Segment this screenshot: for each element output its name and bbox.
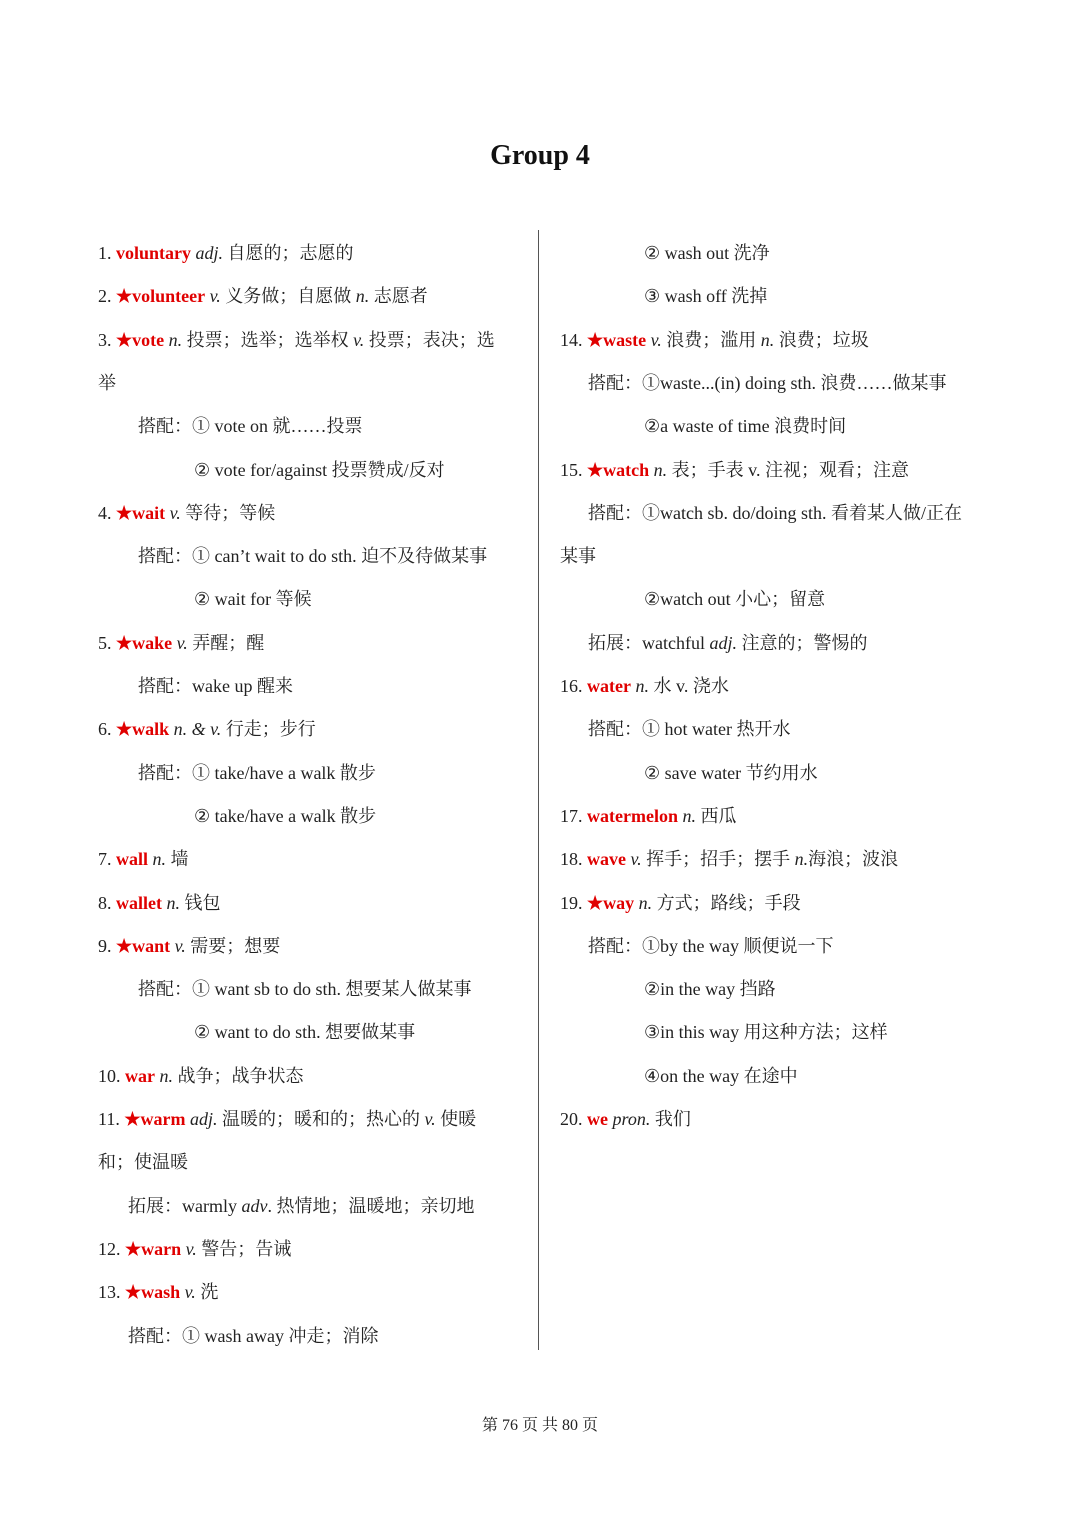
definition-text: 温暖的；暖和的；热心的 bbox=[217, 1109, 425, 1129]
definition-text: ② wash out 洗净 bbox=[644, 243, 770, 263]
definition-text: 15. bbox=[560, 459, 587, 480]
headword: ★waste bbox=[587, 329, 647, 350]
vocab-line bbox=[560, 319, 869, 362]
vocab-line bbox=[128, 1315, 378, 1358]
vocab-line bbox=[98, 232, 354, 275]
vocab-line bbox=[560, 665, 729, 708]
vocab-line bbox=[138, 665, 293, 708]
vocab-line bbox=[194, 449, 445, 492]
definition-text: 7. bbox=[98, 849, 116, 870]
vocab-line bbox=[588, 492, 962, 535]
part-of-speech: n. bbox=[148, 849, 167, 870]
headword: ★warn bbox=[125, 1238, 182, 1259]
vocab-line bbox=[194, 795, 376, 838]
part-of-speech: v. bbox=[646, 329, 662, 350]
part-of-speech: n. bbox=[677, 805, 696, 826]
definition-text: 搭配：① wash away 冲走；消除 bbox=[128, 1325, 379, 1346]
vocab-line bbox=[560, 795, 736, 838]
headword: wallet bbox=[116, 892, 162, 913]
part-of-speech: n. bbox=[630, 676, 649, 696]
headword: ★vote bbox=[116, 329, 165, 350]
definition-text: 搭配：① take/have a walk 散步 bbox=[138, 762, 376, 783]
vocab-line bbox=[588, 622, 868, 665]
part-of-speech: n. bbox=[155, 1065, 173, 1086]
definition-text: 拓展：warmly bbox=[128, 1195, 242, 1216]
vocab-line bbox=[644, 752, 818, 795]
headword: ★wait bbox=[116, 502, 166, 523]
definition-text: 警告；告诫 bbox=[196, 1238, 292, 1259]
part-of-speech: v. bbox=[172, 632, 188, 653]
vocab-line bbox=[98, 1055, 304, 1098]
definition-text: 投票；选举；选举权 bbox=[182, 329, 354, 350]
vocab-line bbox=[98, 708, 316, 751]
part-of-speech: adj. bbox=[709, 632, 737, 653]
definition-text: 17. bbox=[560, 805, 587, 826]
definition-text: 使暖 bbox=[435, 1109, 477, 1129]
vocab-line bbox=[560, 882, 801, 925]
vocab-line bbox=[98, 275, 428, 318]
definition-text: 5. bbox=[98, 632, 116, 653]
definition-text: 4. bbox=[98, 502, 116, 523]
definition-text: 浪费；滥用 bbox=[661, 329, 761, 350]
definition-text: 16. bbox=[560, 676, 587, 696]
vocab-line bbox=[98, 492, 275, 535]
definition-text: 自愿的；志愿的 bbox=[223, 243, 354, 263]
definition-text: 19. bbox=[560, 892, 587, 913]
vocab-line bbox=[98, 362, 116, 405]
part-of-speech: pron. bbox=[608, 1109, 651, 1129]
definition-text: ② vote for/against 投票赞成/反对 bbox=[194, 459, 445, 480]
vocab-line bbox=[98, 1271, 218, 1314]
part-of-speech: n. bbox=[649, 459, 668, 480]
definition-text: 方式；路线；手段 bbox=[652, 892, 801, 913]
vocab-line bbox=[98, 882, 220, 925]
vocab-line bbox=[138, 405, 363, 448]
definition-text: ② wait for 等候 bbox=[194, 589, 312, 610]
part-of-speech: v. bbox=[353, 329, 365, 350]
headword: ★wake bbox=[116, 632, 173, 653]
vocab-line bbox=[98, 319, 495, 362]
part-of-speech: v. bbox=[424, 1109, 436, 1129]
definition-text: 战争；战争状态 bbox=[173, 1065, 304, 1086]
definition-text: 搭配：①waste...(in) doing sth. 浪费……做某事 bbox=[588, 372, 947, 393]
vocab-line bbox=[194, 578, 312, 621]
definition-text: 搭配：①by the way 顺便说一下 bbox=[588, 935, 834, 956]
definition-text: 墙 bbox=[166, 849, 189, 870]
definition-text: 投票；表决；选 bbox=[364, 329, 495, 350]
headword: ★warm bbox=[124, 1109, 186, 1129]
vocab-line bbox=[98, 1098, 476, 1141]
vocab-line bbox=[98, 1228, 291, 1271]
definition-text: ②a waste of time 浪费时间 bbox=[644, 416, 847, 437]
definition-text: 西瓜 bbox=[695, 805, 737, 826]
part-of-speech: n. bbox=[161, 892, 180, 913]
vocab-line bbox=[138, 752, 376, 795]
vocab-line bbox=[98, 622, 264, 665]
headword: we bbox=[587, 1109, 608, 1129]
definition-text: 10. bbox=[98, 1065, 125, 1086]
definition-text: 搭配：① can’t wait to do sth. 迫不及待做某事 bbox=[138, 546, 488, 567]
headword: ★want bbox=[116, 935, 171, 956]
vocab-line bbox=[98, 838, 189, 881]
vocab-line bbox=[194, 1011, 415, 1054]
definition-text: 11. bbox=[98, 1109, 125, 1129]
vocab-line bbox=[128, 1185, 474, 1228]
definition-text: 行走；步行 bbox=[221, 719, 316, 740]
vocab-line bbox=[644, 232, 770, 275]
vocab-line bbox=[644, 275, 767, 318]
part-of-speech: v. bbox=[626, 849, 642, 870]
vocab-line bbox=[138, 968, 472, 1011]
headword: watermelon bbox=[587, 805, 678, 826]
vocab-line bbox=[560, 838, 898, 881]
headword: voluntary bbox=[116, 243, 192, 263]
part-of-speech: v. bbox=[170, 935, 186, 956]
part-of-speech: v. bbox=[180, 1282, 196, 1303]
vocab-line bbox=[644, 1055, 798, 1098]
definition-text: ④on the way 在途中 bbox=[644, 1065, 798, 1086]
headword: war bbox=[125, 1065, 155, 1086]
part-of-speech: n. bbox=[355, 286, 370, 307]
definition-text: 搭配：① want sb to do sth. 想要某人做某事 bbox=[138, 979, 472, 1000]
definition-text: 6. bbox=[98, 719, 116, 740]
definition-text: 13. bbox=[98, 1282, 125, 1303]
headword: wall bbox=[116, 849, 149, 870]
part-of-speech: n. bbox=[634, 892, 653, 913]
definition-text: ②in the way 挡路 bbox=[644, 979, 776, 1000]
vocab-line bbox=[588, 925, 833, 968]
vocab-line bbox=[98, 1141, 188, 1184]
definition-text: 海浪；波浪 bbox=[808, 849, 899, 870]
definition-text: 搭配：① vote on 就……投票 bbox=[138, 416, 363, 437]
headword: wave bbox=[587, 849, 626, 870]
part-of-speech: adj. bbox=[191, 243, 224, 263]
vocab-line bbox=[588, 708, 790, 751]
part-of-speech: adj. bbox=[185, 1109, 218, 1129]
vocab-line bbox=[644, 578, 825, 621]
definition-text: 搭配：① hot water 热开水 bbox=[588, 719, 791, 740]
definition-text: ②watch out 小心；留意 bbox=[644, 589, 826, 610]
definition-text: ② take/have a walk 散步 bbox=[194, 805, 377, 826]
definition-text: 弄醒；醒 bbox=[187, 632, 265, 653]
vocab-line bbox=[138, 535, 487, 578]
definition-text: 搭配：①watch sb. do/doing sth. 看着某人做/正在 bbox=[588, 502, 962, 523]
page-footer: 第 76 页 共 80 页 bbox=[481, 1417, 598, 1434]
definition-text: 3. bbox=[98, 329, 116, 350]
vocab-line bbox=[98, 925, 280, 968]
definition-text: 2. bbox=[98, 286, 116, 307]
definition-text: . 热情地；温暖地；亲切地 bbox=[267, 1195, 475, 1216]
vocab-line bbox=[644, 405, 846, 448]
definition-text: 9. bbox=[98, 935, 116, 956]
definition-text: 洗 bbox=[195, 1282, 219, 1303]
part-of-speech: v. bbox=[205, 286, 221, 307]
definition-text: 12. bbox=[98, 1238, 125, 1259]
definition-text: 义务做；自愿做 bbox=[220, 286, 356, 307]
definition-text: 需要；想要 bbox=[185, 935, 281, 956]
part-of-speech: n. bbox=[760, 329, 775, 350]
headword: ★watch bbox=[587, 459, 650, 480]
definition-text: 20. bbox=[560, 1109, 587, 1129]
definition-text: 浪费；垃圾 bbox=[774, 329, 869, 350]
page-title: Group 4 bbox=[490, 140, 590, 171]
part-of-speech: n. & v. bbox=[169, 719, 222, 740]
vocab-line bbox=[560, 535, 596, 578]
definition-text: 14. bbox=[560, 329, 587, 350]
definition-text: 水 v. 浇水 bbox=[648, 676, 729, 696]
definition-text: 某事 bbox=[560, 546, 596, 567]
part-of-speech: n. bbox=[794, 849, 809, 870]
part-of-speech: n. bbox=[164, 329, 183, 350]
definition-text: 志愿者 bbox=[369, 286, 428, 307]
definition-text: 拓展：watchful bbox=[588, 632, 710, 653]
headword: ★way bbox=[587, 892, 635, 913]
definition-text: 注意的；警惕的 bbox=[737, 632, 868, 653]
vocab-line bbox=[644, 968, 776, 1011]
definition-text: ② want to do sth. 想要做某事 bbox=[194, 1022, 416, 1043]
vocab-line bbox=[644, 1011, 888, 1054]
vocab-line bbox=[560, 1098, 691, 1141]
definition-text: 和；使温暖 bbox=[98, 1152, 188, 1173]
definition-text: ② save water 节约用水 bbox=[644, 762, 818, 783]
definition-text: 1. bbox=[98, 243, 116, 263]
headword: ★volunteer bbox=[116, 286, 206, 307]
headword: water bbox=[587, 676, 631, 696]
column-divider bbox=[538, 230, 539, 1350]
definition-text: 钱包 bbox=[179, 892, 221, 913]
vocab-line bbox=[560, 449, 909, 492]
definition-text: 挥手；招手；摆手 bbox=[641, 849, 795, 870]
vocab-line bbox=[588, 362, 946, 405]
definition-text: 我们 bbox=[650, 1109, 691, 1129]
headword: ★walk bbox=[116, 719, 170, 740]
definition-text: 18. bbox=[560, 849, 587, 870]
definition-text: 表；手表 v. 注视；观看；注意 bbox=[667, 459, 909, 480]
definition-text: ③in this way 用这种方法；这样 bbox=[644, 1022, 888, 1043]
definition-text: ③ wash off 洗掉 bbox=[644, 286, 768, 307]
part-of-speech: v. bbox=[181, 1238, 197, 1259]
definition-text: 举 bbox=[98, 372, 116, 393]
definition-text: 8. bbox=[98, 892, 116, 913]
part-of-speech: v. bbox=[165, 502, 181, 523]
part-of-speech: adv bbox=[241, 1195, 268, 1216]
headword: ★wash bbox=[125, 1282, 181, 1303]
definition-text: 搭配：wake up 醒来 bbox=[138, 676, 293, 696]
definition-text: 等待；等候 bbox=[180, 502, 276, 523]
